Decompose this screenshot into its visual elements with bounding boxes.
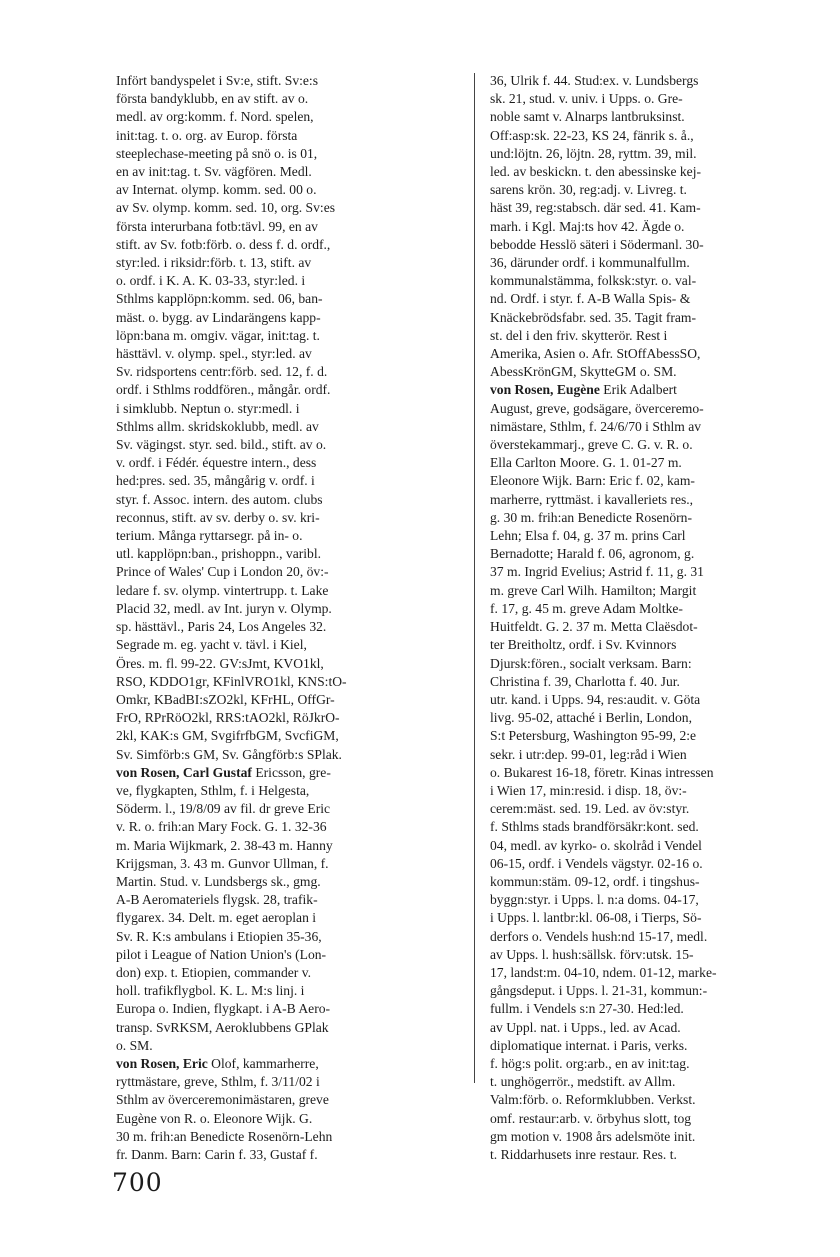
- line-text: Off:asp:sk. 22-23, KS 24, fänrik s. å.,: [490, 127, 694, 143]
- line-text: nd. Ordf. i styr. f. A-B Walla Spis- &: [490, 291, 691, 307]
- text-line: [490, 891, 840, 909]
- text-line: [490, 90, 840, 108]
- text-line: [490, 582, 840, 600]
- line-text: av Sv. olymp. komm. sed. 10, org. Sv:es: [116, 200, 336, 216]
- text-line: [116, 491, 464, 509]
- line-text: init:tag. t. o. org. av Europ. första: [116, 127, 298, 143]
- line-text: Amerika, Asien o. Afr. StOffAbessSO,: [490, 346, 701, 362]
- text-line: [116, 290, 464, 308]
- line-text: reconnus, stift. av sv. derby o. sv. kri-: [116, 509, 320, 525]
- text-line: [490, 545, 840, 563]
- line-text: ryttmästare, greve, Sthlm, f. 3/11/02 i: [116, 1074, 320, 1090]
- text-line: [116, 545, 464, 563]
- continued-entry: [490, 72, 840, 381]
- text-line: [116, 181, 464, 199]
- line-text: löpn:bana m. omgiv. vägar, init:tag. t.: [116, 327, 320, 343]
- text-line: [490, 454, 840, 472]
- text-line: [116, 1110, 464, 1128]
- line-text: S:t Petersburg, Washington 95-99, 2:e: [490, 728, 697, 744]
- text-line: [116, 673, 464, 691]
- text-line: [490, 418, 840, 436]
- text-line: [116, 381, 464, 399]
- text-line: [116, 563, 464, 581]
- text-line: [490, 909, 840, 927]
- text-line: [116, 199, 464, 217]
- text-line: [490, 345, 840, 363]
- line-text: f. hög:s polit. org:arb., en av init:tag.: [490, 1055, 690, 1071]
- line-text: derfors o. Vendels hush:nd 15-17, medl.: [490, 928, 708, 944]
- line-text: sarens krön. 30, reg:adj. v. Livreg. t.: [490, 182, 687, 198]
- line-text: Sv. ridsportens centr:förb. sed. 12, f. d.: [116, 364, 328, 380]
- text-line: [490, 290, 840, 308]
- line-text: ter Breitholtz, ordf. i Sv. Kvinnors: [490, 637, 677, 653]
- line-text: Sthlms kapplöpn:komm. sed. 06, ban-: [116, 291, 323, 307]
- line-text: Bernadotte; Harald f. 06, agronom, g.: [490, 546, 695, 562]
- line-text: en av init:tag. t. Sv. vägfören. Medl.: [116, 164, 312, 180]
- line-text: överstekammarj., greve C. G. v. R. o.: [490, 437, 693, 453]
- text-line: [490, 764, 840, 782]
- text-line: [116, 837, 464, 855]
- line-text: hästtävl. v. olymp. spel., styr:led. av: [116, 346, 312, 362]
- line-text: nimästare, Sthlm, f. 24/6/70 i Sthlm av: [490, 418, 702, 434]
- line-text: 2kl, KAK:s GM, SvgifrfbGM, SvcfiGM,: [116, 728, 339, 744]
- text-line: [490, 509, 840, 527]
- text-line: [490, 254, 840, 272]
- text-line: [116, 982, 464, 1000]
- line-text: und:löjtn. 26, löjtn. 28, ryttm. 39, mil.: [490, 145, 697, 161]
- line-text: 06-15, ordf. i Vendels vägstyr. 02-16 o.: [490, 855, 703, 871]
- line-text: ordf. i Sthlms roddfören., mångår. ordf.: [116, 382, 331, 398]
- entry-name: von Rosen, Eugène: [490, 382, 600, 398]
- text-line: [116, 636, 464, 654]
- text-line: [490, 72, 840, 90]
- line-text: AbessKrönGM, SkytteGM o. SM.: [490, 364, 677, 380]
- text-line: [490, 1091, 840, 1109]
- line-text: Infört bandyspelet i Sv:e, stift. Sv:e:s: [116, 73, 318, 88]
- line-text: Prince of Wales' Cup i London 20, öv:-: [116, 564, 329, 580]
- entry-name: von Rosen, Eric: [116, 1055, 208, 1071]
- line-text: Martin. Stud. v. Lundsbergs sk., gmg.: [116, 873, 321, 889]
- text-line: [116, 345, 464, 363]
- line-text: transp. SvRKSM, Aeroklubbens GPlak: [116, 1019, 329, 1035]
- line-text: marh. i Kgl. Maj:ts hov 42. Ägde o.: [490, 218, 685, 234]
- line-text: Öres. m. fl. 99-22. GV:sJmt, KVO1kl,: [116, 655, 324, 671]
- text-line: [116, 1091, 464, 1109]
- line-text: 30 m. frih:an Benedicte Rosenörn-Lehn: [116, 1128, 333, 1144]
- line-text: pilot i League of Nation Union's (Lon-: [116, 946, 327, 962]
- line-text: mäst. o. bygg. av Lindarängens kapp-: [116, 309, 321, 325]
- entry-name: von Rosen, Carl Gustaf: [116, 764, 252, 780]
- text-line: [490, 563, 840, 581]
- text-line: [490, 837, 840, 855]
- text-line: [116, 1055, 464, 1073]
- text-line: [116, 454, 464, 472]
- line-text: noble samt v. Alnarps lantbruksinst.: [490, 109, 685, 125]
- line-text: första interurbana fotb:tävl. 99, en av: [116, 218, 318, 234]
- line-text: Omkr, KBadBI:sZO2kl, KFrHL, OffGr-: [116, 691, 335, 707]
- text-line: [490, 800, 840, 818]
- line-text: holl. trafikflygbol. K. L. M:s linj. i: [116, 983, 305, 999]
- text-line: [116, 746, 464, 764]
- line-text: st. del i den friv. skytterör. Rest i: [490, 327, 668, 343]
- text-line: [490, 108, 840, 126]
- text-line: [116, 964, 464, 982]
- line-text: Huitfeldt. G. 2. 37 m. Metta Claësdot-: [490, 619, 698, 635]
- line-text: utl. kapplöpn:ban., prishoppn., varibl.: [116, 546, 322, 562]
- text-line: [490, 618, 840, 636]
- text-line: [490, 873, 840, 891]
- line-text: steeplechase-meeting på snö o. is 01,: [116, 145, 318, 161]
- line-text: FrO, RPrRöO2kl, RRS:tAO2kl, RöJkrO-: [116, 710, 340, 726]
- text-line: [116, 1019, 464, 1037]
- text-line: [490, 600, 840, 618]
- line-text: Europa o. Indien, flygkapt. i A-B Aero-: [116, 1001, 331, 1017]
- line-text: 36, därunder ordf. i kommunalfullm.: [490, 255, 690, 271]
- text-line: [116, 691, 464, 709]
- text-line: [490, 1019, 840, 1037]
- text-line: [490, 199, 840, 217]
- text-line: [490, 1110, 840, 1128]
- line-text: Sthlms allm. skridskoklubb, medl. av: [116, 418, 319, 434]
- text-line: [490, 527, 840, 545]
- line-text: av Internat. olymp. komm. sed. 00 o.: [116, 182, 317, 198]
- text-line: [490, 855, 840, 873]
- line-text: styr. f. Assoc. intern. des autom. clubs: [116, 491, 323, 507]
- line-text: häst 39, reg:stabsch. där sed. 41. Kam-: [490, 200, 701, 216]
- text-line: [490, 818, 840, 836]
- text-line: [116, 436, 464, 454]
- text-line: [116, 90, 464, 108]
- text-line: [116, 873, 464, 891]
- text-line: [116, 1073, 464, 1091]
- text-line: [490, 636, 840, 654]
- text-line: [490, 472, 840, 490]
- continued-entry: [116, 72, 464, 764]
- line-text: Sv. Simförb:s GM, Sv. Gångförb:s SPlak.: [116, 746, 342, 762]
- line-text: Olof, kammarherre,: [207, 1055, 319, 1071]
- line-text: cerem:mäst. sed. 19. Led. av öv:styr.: [490, 801, 690, 817]
- text-line: [116, 800, 464, 818]
- text-line: [116, 600, 464, 618]
- line-text: medl. av org:komm. f. Nord. spelen,: [116, 109, 314, 125]
- biography-entry: [490, 381, 840, 1164]
- text-line: [116, 1000, 464, 1018]
- line-text: av Upps. l. hush:sällsk. förv:utsk. 15-: [490, 946, 694, 962]
- text-line: [490, 436, 840, 454]
- line-text: byggn:styr. i Upps. l. n:a doms. 04-17,: [490, 892, 699, 908]
- line-text: 36, Ulrik f. 44. Stud:ex. v. Lundsbergs: [490, 73, 699, 88]
- line-text: kommunalstämma, folksk:styr. o. val-: [490, 273, 697, 289]
- left-column: [116, 72, 464, 1164]
- line-text: livg. 95-02, attaché i Berlin, London,: [490, 710, 692, 726]
- line-text: första bandyklubb, en av stift. av o.: [116, 91, 309, 107]
- line-text: v. ordf. i Fédér. équestre intern., dess: [116, 455, 317, 471]
- text-line: [490, 946, 840, 964]
- line-text: Sv. vägingst. styr. sed. bild., stift. av o.: [116, 437, 327, 453]
- text-line: [490, 673, 840, 691]
- text-line: [490, 746, 840, 764]
- text-line: [116, 108, 464, 126]
- line-text: kommun:stäm. 09-12, ordf. i tingshus-: [490, 873, 700, 889]
- text-line: [116, 509, 464, 527]
- text-line: [490, 236, 840, 254]
- line-text: Sthlm av överceremonimästaren, greve: [116, 1092, 329, 1108]
- text-line: [116, 582, 464, 600]
- text-line: [116, 400, 464, 418]
- text-line: [116, 418, 464, 436]
- text-line: [490, 363, 840, 381]
- line-text: Ericsson, gre-: [251, 764, 331, 780]
- line-text: m. Maria Wijkmark, 2. 38-43 m. Hanny: [116, 837, 333, 853]
- line-text: fullm. i Vendels s:n 27-30. Hed:led.: [490, 1001, 684, 1017]
- text-line: [116, 218, 464, 236]
- page-number: 700: [112, 1168, 163, 1197]
- line-text: styr:led. i riksidr:förb. t. 13, stift. av: [116, 255, 312, 271]
- line-text: 37 m. Ingrid Evelius; Astrid f. 11, g. 31: [490, 564, 704, 580]
- line-text: August, greve, godsägare, överceremo-: [490, 400, 704, 416]
- line-text: gm motion v. 1908 års adelsmöte init.: [490, 1128, 696, 1144]
- line-text: 17, landst:m. 04-10, ndem. 01-12, marke-: [490, 964, 717, 980]
- text-line: [116, 782, 464, 800]
- line-text: marherre, ryttmäst. i kavalleriets res.,: [490, 491, 694, 507]
- line-text: ledare f. sv. olymp. vintertrupp. t. Lake: [116, 582, 329, 598]
- line-text: fr. Danm. Barn: Carin f. 33, Gustaf f.: [116, 1146, 318, 1162]
- text-line: [490, 691, 840, 709]
- line-text: o. SM.: [116, 1037, 153, 1053]
- line-text: Sv. R. K:s ambulans i Etiopien 35-36,: [116, 928, 322, 944]
- line-text: don) exp. t. Etiopien, commander v.: [116, 964, 312, 980]
- text-line: [490, 982, 840, 1000]
- text-line: [490, 327, 840, 345]
- line-text: diplomatique internat. i Paris, verks.: [490, 1037, 688, 1053]
- text-line: [116, 1037, 464, 1055]
- text-line: [116, 363, 464, 381]
- text-line: [490, 1037, 840, 1055]
- biography-entry: [116, 764, 464, 1055]
- text-line: [116, 928, 464, 946]
- text-line: [490, 1073, 840, 1091]
- text-line: [116, 72, 464, 90]
- text-line: [116, 727, 464, 745]
- line-text: o. ordf. i K. A. K. 03-33, styr:led. i: [116, 273, 306, 289]
- text-line: [490, 381, 840, 399]
- line-text: ve, flygkapten, Sthlm, f. i Helgesta,: [116, 782, 310, 798]
- line-text: Christina f. 39, Charlotta f. 40. Jur.: [490, 673, 680, 689]
- line-text: gångsdeput. i Upps. l. 21-31, kommun:-: [490, 983, 708, 999]
- text-line: [116, 891, 464, 909]
- line-text: Djursk:fören., socialt verksam. Barn:: [490, 655, 692, 671]
- line-text: Erik Adalbert: [599, 382, 677, 398]
- line-text: Krijgsman, 3. 43 m. Gunvor Ullman, f.: [116, 855, 329, 871]
- line-text: t. Riddarhusets inre restaur. Res. t.: [490, 1146, 677, 1162]
- line-text: Placid 32, medl. av Int. juryn v. Olymp.: [116, 600, 332, 616]
- text-line: [116, 709, 464, 727]
- text-line: [116, 527, 464, 545]
- text-line: [116, 946, 464, 964]
- line-text: av Uppl. nat. i Upps., led. av Acad.: [490, 1019, 681, 1035]
- text-line: [490, 181, 840, 199]
- line-text: flygarex. 34. Delt. m. eget aeroplan i: [116, 910, 317, 926]
- text-line: [116, 618, 464, 636]
- text-line: [490, 145, 840, 163]
- line-text: hed:pres. sed. 35, mångårig v. ordf. i: [116, 473, 315, 489]
- text-line: [490, 163, 840, 181]
- line-text: Ella Carlton Moore. G. 1. 01-27 m.: [490, 455, 682, 471]
- line-text: m. greve Carl Wilh. Hamilton; Margit: [490, 582, 697, 598]
- biography-entry: [116, 1055, 464, 1164]
- line-text: Eleonore Wijk. Barn: Eric f. 02, kam-: [490, 473, 695, 489]
- text-line: [116, 327, 464, 345]
- text-line: [490, 272, 840, 290]
- text-line: [116, 818, 464, 836]
- text-line: [116, 163, 464, 181]
- text-line: [116, 909, 464, 927]
- text-line: [490, 709, 840, 727]
- text-line: [490, 127, 840, 145]
- text-line: [116, 127, 464, 145]
- line-text: i simklubb. Neptun o. styr:medl. i: [116, 400, 300, 416]
- line-text: v. R. o. frih:an Mary Fock. G. 1. 32-36: [116, 819, 327, 835]
- line-text: omf. restaur:arb. v. örbyhus slott, tog: [490, 1110, 692, 1126]
- line-text: sekr. i utr:dep. 99-01, leg:råd i Wien: [490, 746, 687, 762]
- line-text: Knäckebrödsfabr. sed. 35. Tagit fram-: [490, 309, 697, 325]
- text-line: [490, 655, 840, 673]
- line-text: led. av beskickn. t. den abessinske kej-: [490, 164, 702, 180]
- line-text: Valm:förb. o. Reformklubben. Verkst.: [490, 1092, 696, 1108]
- line-text: Segrade m. eg. yacht v. tävl. i Kiel,: [116, 637, 307, 653]
- line-text: RSO, KDDO1gr, KFinlVRO1kl, KNS:tO-: [116, 673, 347, 689]
- line-text: stift. av Sv. fotb:förb. o. dess f. d. ordf.,: [116, 236, 331, 252]
- text-line: [490, 1000, 840, 1018]
- line-text: sp. hästtävl., Paris 24, Los Angeles 32.: [116, 619, 327, 635]
- text-line: [490, 782, 840, 800]
- text-line: [116, 236, 464, 254]
- line-text: f. Sthlms stads brandförsäkr:kont. sed.: [490, 819, 699, 835]
- line-text: utr. kand. i Upps. 94, res:audit. v. Göta: [490, 691, 701, 707]
- text-line: [490, 964, 840, 982]
- line-text: sk. 21, stud. v. univ. i Upps. o. Gre-: [490, 91, 683, 107]
- line-text: Eugène von R. o. Eleonore Wijk. G.: [116, 1110, 313, 1126]
- text-line: [490, 1128, 840, 1146]
- text-line: [116, 655, 464, 673]
- text-line: [116, 1128, 464, 1146]
- text-line: [490, 928, 840, 946]
- text-line: [490, 218, 840, 236]
- column-divider: [474, 73, 475, 1083]
- text-line: [490, 400, 840, 418]
- line-text: Söderm. l., 19/8/09 av fil. dr greve Eric: [116, 801, 331, 817]
- text-line: [490, 727, 840, 745]
- text-line: [116, 472, 464, 490]
- text-line: [116, 309, 464, 327]
- text-line: [116, 855, 464, 873]
- line-text: 04, medl. av kyrko- o. skolråd i Vendel: [490, 837, 702, 853]
- text-line: [116, 272, 464, 290]
- line-text: A-B Aeromateriels flygsk. 28, trafik-: [116, 892, 318, 908]
- line-text: o. Bukarest 16-18, företr. Kinas intressen: [490, 764, 714, 780]
- line-text: f. 17, g. 45 m. greve Adam Moltke-: [490, 600, 683, 616]
- text-line: [116, 254, 464, 272]
- line-text: terium. Många ryttarsegr. på in- o.: [116, 528, 303, 544]
- line-text: t. unghögerrör., medstift. av Allm.: [490, 1074, 676, 1090]
- text-line: [490, 491, 840, 509]
- text-line: [116, 1146, 464, 1164]
- line-text: i Wien 17, min:resid. i disp. 18, öv:-: [490, 782, 687, 798]
- right-column: [490, 72, 840, 1164]
- line-text: Lehn; Elsa f. 04, g. 37 m. prins Carl: [490, 528, 686, 544]
- text-line: [490, 1055, 840, 1073]
- text-line: [490, 1146, 840, 1164]
- text-line: [490, 309, 840, 327]
- text-line: [116, 145, 464, 163]
- line-text: bebodde Hesslö säteri i Södermanl. 30-: [490, 236, 704, 252]
- line-text: g. 30 m. frih:an Benedicte Rosenörn-: [490, 509, 692, 525]
- text-line: [116, 764, 464, 782]
- line-text: i Upps. l. lantbr:kl. 06-08, i Tierps, Sö-: [490, 910, 702, 926]
